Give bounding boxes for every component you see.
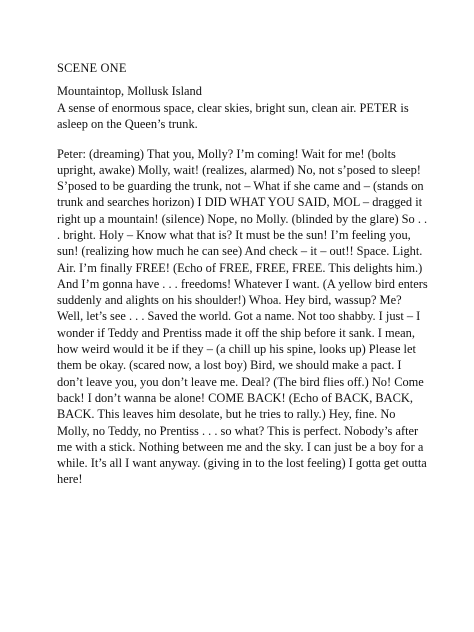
peter-monologue: Peter: (dreaming) That you, Molly? I’m coming! Wait for me! (bolts upright, awake) Molly, wait! (realizes, alarmed) No, not s’posed to sleep! S’posed to be guarding the trunk, not – What if she came and – (stands on trunk and searches horizon) I DID WHAT YOU SAID, MOL – dragged it right up a mountain! (silence) Nope, no Molly. (blinded by the glare) So . . . bright. Holy – Know what that is? It must be the sun! I’m feeling you, sun! (realizing how much he can see) And check – it – out!! Space. Light. Air. I’m finally FREE! (Echo of FREE, FREE, FREE. This delights him.) And I’m gonna have . . . freedoms! Whatever I want. (A yellow bird enters suddenly and alights on his shoulder!) Whoa. Hey bird, wassup? Me? Well, let’s see . . . Saved the world. Got a name. Not too shabby. I just – I wonder if Teddy and Prentiss made it off the ship before it sank. I mean, how weird would it be if they – (a chill up his spine, looks up) Please let them be okay. (scared now, a lost boy) Bird, we should make a pact. I don’t leave you, you don’t leave me. Deal? (The bird flies off.) No! Come back! I don’t wanna be alone! COME BACK! (Echo of BACK, BACK, BACK. This leaves him desolate, but he tries to rally.) Hey, fine. No Molly, no Teddy, no Prentiss . . . so what? This is perfect. Nobody’s after me with a stick. Nothing between me and the sky. I can just be a boy for a while. It’s all I want anyway. (giving in to the lost feeling) I gotta get outta here!	[57, 146, 428, 487]
script-page	[57, 60, 429, 488]
stage-direction: A sense of enormous space, clear skies, bright sun, clean air. PETER is asleep on the Queen’s trunk.	[57, 100, 409, 131]
scene-heading: SCENE ONE	[57, 61, 127, 75]
scene-location: Mountaintop, Mollusk Island	[57, 84, 202, 98]
